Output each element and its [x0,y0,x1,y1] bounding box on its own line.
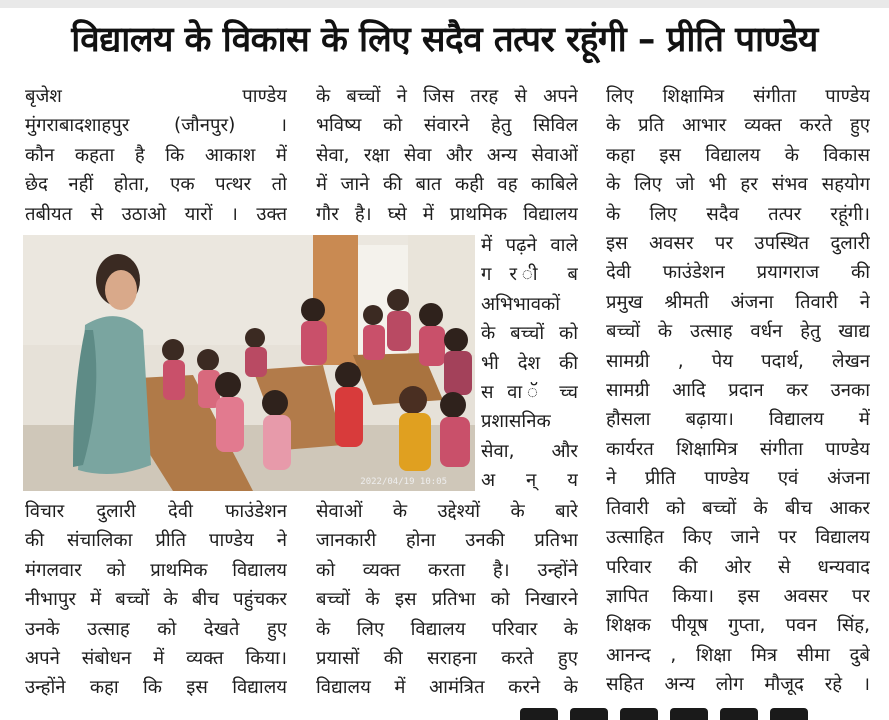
col1-bottom-line: अपने संबोधन में व्यक्त किया। [25,648,287,670]
col2-narrow-line: अ न् य [481,470,578,492]
col1-bottom-line: उनके उत्साह को देखते हुए [25,618,287,640]
col3-line: बच्चों के उत्साह वर्धन हेतु खाद्य [606,321,870,343]
col1-top-line: छेद नहीं होता, एक पत्थर तो [25,174,287,196]
col3-line: के लिए जो भी हर संभव सहयोग [606,174,870,196]
col2-bottom-line: प्रयासों की सराहना करते हुए [316,648,578,670]
col3-line: कार्यरत शिक्षामित्र संगीता पाण्डेय [606,438,870,460]
column-2-top [316,82,578,229]
col3-line: तिवारी को बच्चों के बीच आकर [606,497,870,519]
column-1-bottom [25,497,287,703]
col2-bottom-line: विद्यालय में आमंत्रित करने के [316,677,578,699]
col2-narrow-line: स वा ॅ च्च [481,382,578,404]
col3-line: हौसला बढ़ाया। विद्यालय में [606,409,870,431]
classroom-photo [23,235,475,491]
col3-line: के प्रति आभार व्यक्त करते हुए [606,115,870,137]
col2-narrow-line: सेवा, और [481,440,578,462]
col2-narrow-line: के बच्चों को [481,323,578,345]
col2-bottom-line: को व्यक्त करता है। उन्होंने [316,559,578,581]
col1-bottom-line: मंगलवार को प्राथमिक विद्यालय [25,559,287,581]
column-2-narrow [481,231,578,496]
col1-top-line: तबीयत से उठाओ यारों । उक्त [25,203,287,225]
next-article-headline-fragment [520,708,850,720]
col2-top-line: भविष्य को संवारने हेतु सिविल [316,115,578,137]
column-2-bottom [316,497,578,703]
col1-bottom-line: की संचालिका प्रीति पाण्डेय ने [25,530,287,552]
headline: विद्यालय के विकास के लिए सदैव तत्पर रहूंगी – प्रीति पाण्डेय [71,20,818,60]
col3-line: उत्साहित किए जाने पर विद्यालय [606,527,870,549]
col2-bottom-line: सेवाओं के उद्देश्यों के बारे [316,501,578,522]
col2-narrow-line: प्रशासनिक [481,411,551,433]
col1-top-line: कौन कहता है कि आकाश में [25,144,287,166]
col2-top-line: सेवा, रक्षा सेवा और अन्य सेवाओं [316,144,578,166]
column-3 [606,82,870,700]
col2-bottom-line: के लिए विद्यालय परिवार के [316,618,578,640]
col2-top-line: गौर है। घ्से में प्राथमिक विद्यालय [316,203,578,225]
col1-top-line: मुंगराबादशाहपुर (जौनपुर) । [25,115,287,137]
col1-bottom-line: विचार दुलारी देवी फाउंडेशन [25,501,287,522]
col3-line: सहित अन्य लोग मौजूद रहे । [606,674,870,696]
col3-line: ने प्रीति पाण्डेय एवं अंजना [606,468,870,490]
col2-narrow-line: में पढ़ने वाले [481,235,578,256]
col3-line: आनन्द , शिक्षा मित्र सीमा दुबे [606,644,870,666]
col3-line: लिए शिक्षामित्र संगीता पाण्डेय [606,86,870,107]
col2-top-line: में जाने की बात कही वह काबिले [316,174,578,196]
col3-line: परिवार की ओर से धन्यवाद [606,556,870,578]
col3-line: देवी फाउंडेशन प्रयागराज की [606,262,870,284]
col3-line: सामग्री , पेय पदार्थ, लेखन [606,350,870,372]
top-rule [0,0,889,8]
col3-line: प्रमुख श्रीमती अंजना तिवारी ने [606,291,870,313]
col1-bottom-line: नीभापुर में बच्चों के बीच पहुंचकर [25,589,287,611]
col3-line: कहा इस विद्यालय के विकास [606,144,870,166]
col3-line: शिक्षक पीयूष गुप्ता, पवन सिंह, [606,615,870,637]
col1-top-line: बृजेश पाण्डेय [25,86,287,107]
col3-line: के लिए सदैव तत्पर रहूंगी। [606,203,870,225]
column-1-top [25,82,287,229]
col2-narrow-line: भी देश की [481,352,578,374]
col3-line: ज्ञापित किया। इस अवसर पर [606,585,870,607]
col3-line: सामग्री आदि प्रदान कर उनका [606,380,870,402]
photo-timestamp: 2022/04/19 10:05 [360,477,447,487]
col2-bottom-line: जानकारी होना उनकी प्रतिभा [316,530,578,552]
col2-bottom-line: बच्चों के इस प्रतिभा को निखारने [316,589,578,611]
col3-line: इस अवसर पर उपस्थित दुलारी [606,233,870,255]
col2-narrow-line: ग र ी ब [481,264,578,286]
col2-narrow-line: अभिभावकों [481,293,561,315]
col1-bottom-line: उन्होंने कहा कि इस विद्यालय [25,677,287,699]
col2-top-line: के बच्चों ने जिस तरह से अपने [316,86,578,107]
classroom-photo-illustration [23,235,475,491]
